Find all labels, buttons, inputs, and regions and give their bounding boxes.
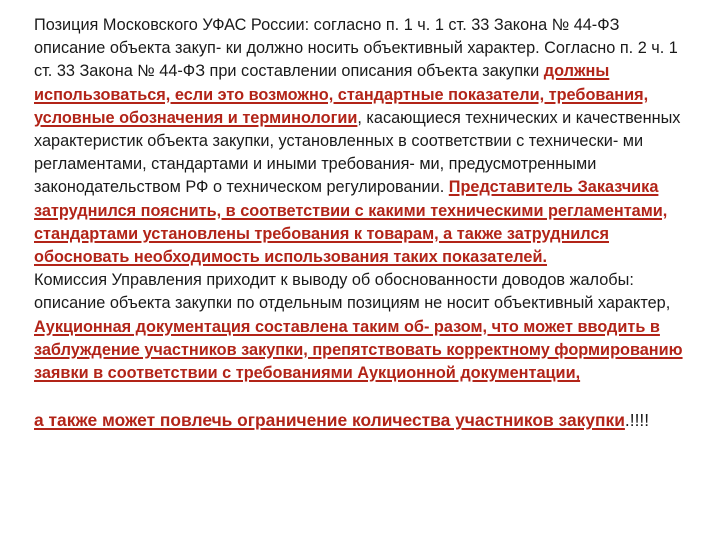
commission-intro-text: Комиссия Управления приходит к выводу об обоснованности доводов жалобы: описание объекта закупки по отдельным позициям не носит объективный характер,	[34, 271, 671, 313]
highlight-customer-representative: Представитель Заказчика затруднился пояснить, в соответствии с какими техническими регламентами, стандартами установлены требования к товарам, а также затруднился обосновать необходимость использования таких показателей.	[34, 178, 668, 267]
paragraph-commission-conclusion	[34, 269, 690, 385]
slide-text-block	[34, 14, 690, 433]
paragraph-middle-text: , касающиеся технических и качественных характеристик объекта закупки, установленных в соответствии с технически- ми регламентами, стандартами и иными требования- ми, предусмотренными законодательством РФ о техническом регулировании.	[34, 108, 681, 197]
paragraph-final-note	[34, 408, 690, 433]
paragraph-intro-text: Позиция Московского УФАС России: согласно п. 1 ч. 1 ст. 33 Закона № 44-ФЗ описание объекта закуп- ки должно носить объективный характер. Согласно п. 2 ч. 1 ст. 33 Закона № 44-ФЗ при составлении описания объекта закупки	[34, 16, 678, 81]
highlight-participant-limit: а также может повлечь ограничение количества участников закупки	[34, 410, 625, 431]
paragraph-ufas-position	[34, 14, 690, 269]
final-exclamation-text: .!!!!	[624, 410, 650, 431]
highlight-standard-indicators: должны использоваться, если это возможно, стандартные показатели, требования, условные обозначения и терминологии	[34, 62, 649, 127]
highlight-auction-documentation: Аукционная документация составлена таким об- разом, что может вводить в заблуждение участников закупки, препятствовать корректному формированию заявки в соответствии с требованиями Аукционной документации,	[34, 317, 683, 383]
